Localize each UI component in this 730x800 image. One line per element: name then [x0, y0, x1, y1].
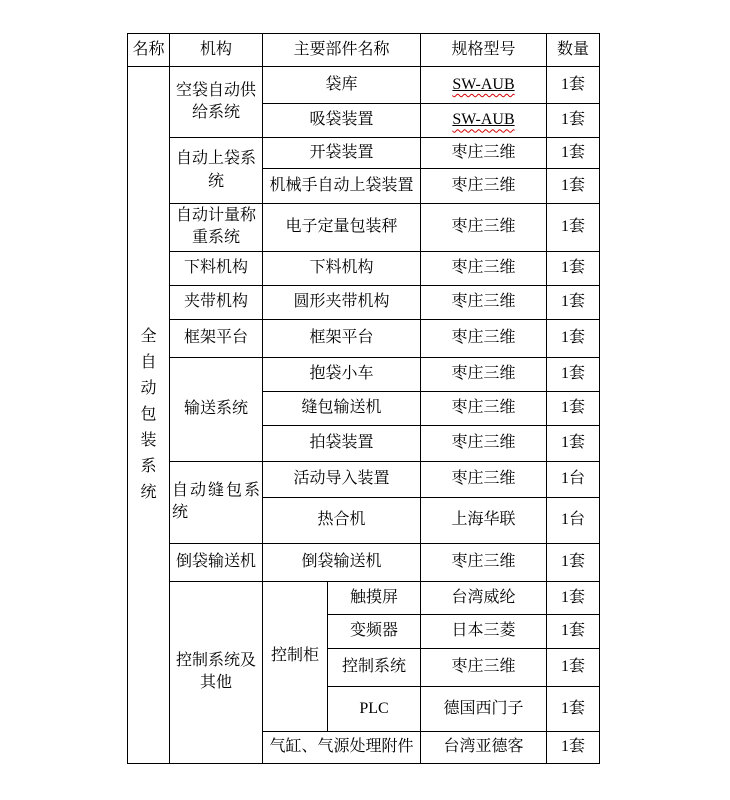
qty-cell: 1套	[547, 285, 600, 319]
spec-cell: 枣庄三维	[421, 543, 547, 581]
spec-cell: 枣庄三维	[421, 138, 547, 169]
table-row	[128, 319, 600, 357]
qty-cell: 1套	[547, 614, 600, 648]
mechanism-cell: 自动计量称重系统	[170, 204, 263, 252]
qty-cell: 1套	[547, 138, 600, 169]
spec-cell: 枣庄三维	[421, 285, 547, 319]
spec-cell: 上海华联	[421, 497, 547, 543]
component-cell: 控制系统	[328, 648, 421, 686]
component-cell: 热合机	[263, 497, 421, 543]
component-cell: 变频器	[328, 614, 421, 648]
component-cell: 圆形夹带机构	[263, 285, 421, 319]
spec-misspelled-text: SW-AUB	[452, 111, 515, 129]
qty-cell: 1套	[547, 581, 600, 614]
component-cell: 触摸屏	[328, 581, 421, 614]
qty-cell: 1套	[547, 357, 600, 391]
spec-cell	[421, 67, 547, 104]
spec-cell: 枣庄三维	[421, 648, 547, 686]
spec-underline	[452, 76, 514, 93]
mechanism-cell: 下料机构	[170, 251, 263, 285]
system-name-vertical-text: 全 自 动 包 装 系 统	[140, 327, 157, 501]
qty-cell: 1套	[547, 251, 600, 285]
mechanism-cell: 倒袋输送机	[170, 543, 263, 581]
table-row	[128, 357, 600, 391]
component-cell: 吸袋装置	[263, 104, 421, 138]
spec-cell: 枣庄三维	[421, 251, 547, 285]
component-cell: 机械手自动上袋装置	[263, 169, 421, 204]
mechanism-cell: 夹带机构	[170, 285, 263, 319]
spec-cell: 台湾威纶	[421, 581, 547, 614]
spec-cell: 枣庄三维	[421, 169, 547, 204]
spec-cell: 枣庄三维	[421, 425, 547, 461]
header-qty: 数量	[547, 34, 600, 67]
table-row	[128, 138, 600, 169]
mechanism-cell: 输送系统	[170, 357, 263, 461]
mechanism-cell: 空袋自动供给系统	[170, 67, 263, 138]
qty-cell: 1套	[547, 391, 600, 425]
header-name: 名称	[128, 34, 170, 67]
components-table	[127, 33, 600, 764]
qty-cell: 1套	[547, 648, 600, 686]
qty-cell: 1套	[547, 319, 600, 357]
table-row	[128, 204, 600, 252]
qty-cell: 1套	[547, 543, 600, 581]
component-cell: 活动导入装置	[263, 461, 421, 497]
component-cell: 电子定量包装秤	[263, 204, 421, 252]
qty-cell: 1套	[547, 731, 600, 763]
qty-cell: 1台	[547, 461, 600, 497]
component-cell: 倒袋输送机	[263, 543, 421, 581]
table-row	[128, 285, 600, 319]
spec-cell	[421, 104, 547, 138]
table-row	[128, 67, 600, 104]
component-cell: 抱袋小车	[263, 357, 421, 391]
spec-cell: 枣庄三维	[421, 357, 547, 391]
mechanism-cell: 框架平台	[170, 319, 263, 357]
component-cell: 缝包输送机	[263, 391, 421, 425]
spec-underline	[452, 111, 514, 128]
header-spec: 规格型号	[421, 34, 547, 67]
table-header-row	[128, 34, 600, 67]
spec-cell: 枣庄三维	[421, 461, 547, 497]
spec-misspelled-text: SW-AUB	[452, 75, 515, 93]
component-cell: PLC	[328, 686, 421, 731]
qty-cell: 1套	[547, 104, 600, 138]
table-row	[128, 543, 600, 581]
qty-cell: 1套	[547, 169, 600, 204]
qty-cell: 1台	[547, 497, 600, 543]
spec-cell: 德国西门子	[421, 686, 547, 731]
qty-cell: 1套	[547, 686, 600, 731]
qty-cell: 1套	[547, 204, 600, 252]
spec-cell: 枣庄三维	[421, 391, 547, 425]
component-cell: 下料机构	[263, 251, 421, 285]
system-name-cell	[128, 67, 170, 764]
spec-cell: 台湾亚德客	[421, 731, 547, 763]
qty-cell: 1套	[547, 425, 600, 461]
component-cell: 气缸、气源处理附件	[263, 731, 421, 763]
component-cell: 开袋装置	[263, 138, 421, 169]
spec-cell: 枣庄三维	[421, 319, 547, 357]
header-component: 主要部件名称	[263, 34, 421, 67]
table-row	[128, 251, 600, 285]
component-cell: 袋库	[263, 67, 421, 104]
component-cell: 框架平台	[263, 319, 421, 357]
table-row	[128, 461, 600, 497]
spec-cell: 枣庄三维	[421, 204, 547, 252]
component-cell: 拍袋装置	[263, 425, 421, 461]
table-row	[128, 581, 600, 614]
mechanism-cell: 控制系统及其他	[170, 581, 263, 763]
spec-cell: 日本三菱	[421, 614, 547, 648]
qty-cell: 1套	[547, 67, 600, 104]
mechanism-cell: 自动缝包系统	[170, 461, 263, 543]
mechanism-cell: 自动上袋系统	[170, 138, 263, 204]
header-mechanism: 机构	[170, 34, 263, 67]
cabinet-cell: 控制柜	[263, 581, 328, 731]
